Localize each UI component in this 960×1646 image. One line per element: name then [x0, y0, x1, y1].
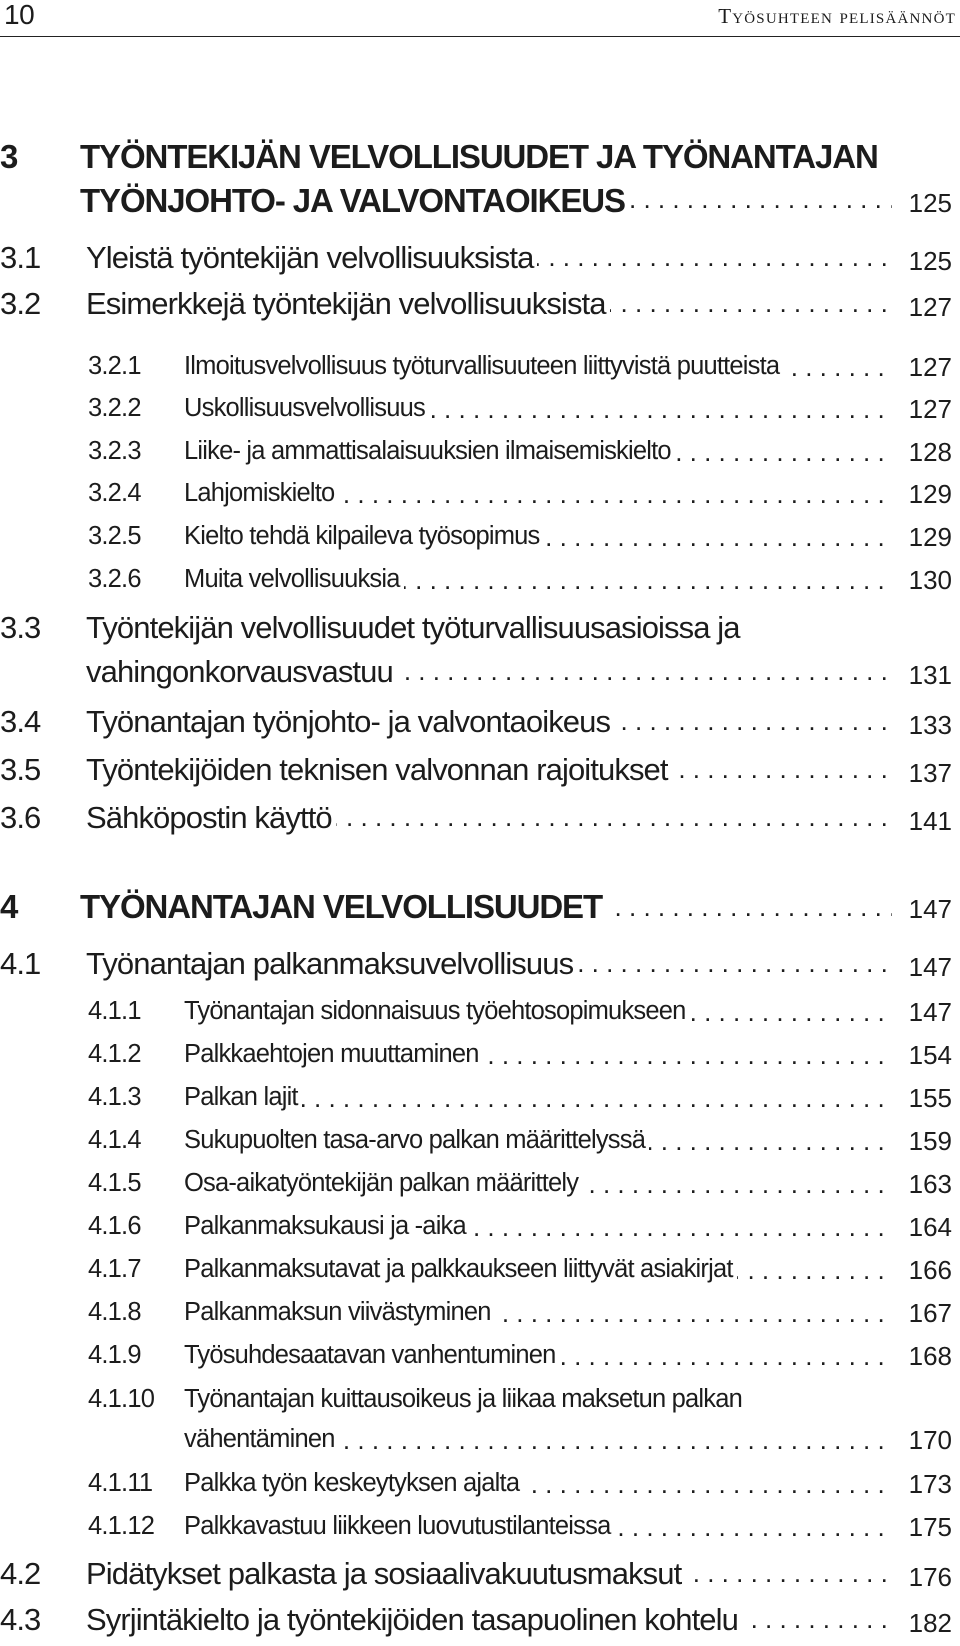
toc-entry-page: 168: [908, 1341, 952, 1371]
toc-entry-number: 4.1.10: [88, 1385, 155, 1413]
toc-entry-4-1-12[interactable]: [0, 1512, 960, 1548]
toc-entry-number: 3.2.3: [88, 437, 141, 465]
toc-entry-number: 4.1: [0, 946, 41, 981]
toc-entry-number: 4.1.6: [88, 1212, 141, 1240]
toc-entry-page: 163: [908, 1169, 952, 1199]
running-title: Työsuhteen pelisäännöt: [718, 4, 956, 28]
toc-entry-title: TYÖNJOHTO- JA VALVONTAOIKEUS . . .: [80, 182, 892, 220]
toc-entry-title: Ilmoitusvelvollisuus työturvallisuuteen liittyvistä puutteista . . .: [184, 352, 892, 388]
toc-entry-title: vahingonkorvausvastuu . . .: [86, 654, 892, 694]
toc-entry-3-2-2[interactable]: [0, 394, 960, 430]
toc-entry-page: 127: [908, 292, 952, 322]
toc-entry-title: Palkanmaksukausi ja -aika . . .: [184, 1212, 892, 1248]
toc-entry-page: 125: [908, 246, 952, 276]
toc-entry-page: 147: [908, 997, 952, 1027]
toc-entry-page: 164: [908, 1212, 952, 1242]
toc-entry-number: 3: [0, 138, 18, 175]
toc-entry-page: 127: [908, 394, 952, 424]
toc-entry-3-2-5[interactable]: [0, 522, 960, 558]
toc-entry-number: 4.1.1: [88, 997, 141, 1025]
toc-entry-4-1-5[interactable]: [0, 1169, 960, 1205]
toc-entry-title: Lahjomiskielto . . .: [184, 479, 892, 515]
toc-entry-4-1-6[interactable]: [0, 1212, 960, 1248]
toc-entry-page: 155: [908, 1083, 952, 1113]
toc-entry-number: 3.6: [0, 800, 41, 835]
toc-entry-number: 4.1.5: [88, 1169, 141, 1197]
toc-entry-4-1[interactable]: [0, 946, 960, 986]
toc-entry-4-1-2[interactable]: [0, 1040, 960, 1076]
toc-entry-title: Palkanmaksun viivästyminen . . .: [184, 1298, 892, 1334]
toc-entry-3-3[interactable]: [0, 610, 960, 694]
toc-entry-number: 3.2.5: [88, 522, 141, 550]
toc-entry-number: 3.2.4: [88, 479, 141, 507]
toc-entry-page: 141: [908, 806, 952, 836]
toc-entry-page: 130: [908, 565, 952, 595]
toc-entry-page: 167: [908, 1298, 952, 1328]
toc-entry-page: 129: [908, 479, 952, 509]
toc-entry-title: Muita velvollisuuksia . . .: [184, 565, 892, 601]
toc-entry-3-1[interactable]: [0, 240, 960, 280]
toc-entry-title: Sähköpostin käyttö . . .: [86, 800, 892, 840]
toc-entry-number: 4.1.12: [88, 1512, 155, 1540]
toc-entry-title: Syrjintäkielto ja työntekijöiden tasapuolinen kohtelu . . .: [86, 1602, 892, 1642]
toc-entry-4-1-8[interactable]: [0, 1298, 960, 1334]
toc-entry-page: 147: [908, 894, 952, 924]
toc-entry-3-4[interactable]: [0, 704, 960, 744]
toc-entry-page: 170: [908, 1425, 952, 1455]
toc-entry-3-2-6[interactable]: [0, 565, 960, 601]
toc-entry-title: TYÖNANTAJAN VELVOLLISUUDET . . .: [80, 888, 892, 930]
toc-entry-3-2-4[interactable]: [0, 479, 960, 515]
toc-entry-title: Työnantajan työnjohto- ja valvontaoikeus . . .: [86, 704, 892, 744]
toc-entry-page: 176: [908, 1562, 952, 1592]
toc-entry-title: Palkan lajit . . .: [184, 1083, 892, 1119]
toc-entry-page: 154: [908, 1040, 952, 1070]
toc-entry-page: 147: [908, 952, 952, 982]
page-header: [0, 0, 960, 37]
toc-entry-3-2-3[interactable]: [0, 437, 960, 473]
toc-entry-page: 182: [908, 1608, 952, 1638]
toc-entry-title: Palkka työn keskeytyksen ajalta . . .: [184, 1469, 892, 1505]
toc-entry-title: Uskollisuusvelvollisuus . . .: [184, 394, 892, 430]
page-number: 10: [4, 0, 35, 30]
toc-entry-number: 3.2.1: [88, 352, 141, 380]
toc-entry-title: Liike- ja ammattisalaisuuksien ilmaisemiskielto . . .: [184, 437, 892, 473]
toc-entry-number: 3.5: [0, 752, 41, 787]
toc-entry-title-line1: Työntekijän velvollisuudet työturvallisuusasioissa ja: [86, 610, 740, 645]
toc-entry-4-1-10[interactable]: [0, 1385, 960, 1465]
toc-entry-title-line1: Työnantajan kuittausoikeus ja liikaa maksetun palkan: [184, 1385, 743, 1413]
toc-entry-page: 175: [908, 1512, 952, 1542]
toc-entry-chapter-3[interactable]: [0, 138, 960, 228]
toc-entry-title: Palkanmaksutavat ja palkkaukseen liittyvät asiakirjat . . .: [184, 1255, 892, 1291]
toc-entry-title: Työntekijöiden teknisen valvonnan rajoitukset . . .: [86, 752, 892, 792]
toc-entry-title: Osa-aikatyöntekijän palkan määrittely . . .: [184, 1169, 892, 1205]
toc-entry-4-1-1[interactable]: [0, 997, 960, 1033]
toc-entry-title: Kielto tehdä kilpaileva työsopimus . . .: [184, 522, 892, 558]
toc-entry-4-1-9[interactable]: [0, 1341, 960, 1377]
toc-entry-number: 4: [0, 888, 18, 925]
toc-entry-4-1-3[interactable]: [0, 1083, 960, 1119]
toc-entry-title: Yleistä työntekijän velvollisuuksista . . .: [86, 240, 892, 280]
toc-entry-title: Sukupuolten tasa-arvo palkan määrittelyssä . . .: [184, 1126, 892, 1162]
toc-entry-4-1-11[interactable]: [0, 1469, 960, 1505]
toc-entry-page: 159: [908, 1126, 952, 1156]
toc-entry-number: 4.1.4: [88, 1126, 141, 1154]
toc-entry-page: 128: [908, 437, 952, 467]
toc-entry-4-2[interactable]: [0, 1556, 960, 1596]
toc-entry-number: 3.3: [0, 610, 41, 645]
toc-entry-title: Palkkaehtojen muuttaminen . . .: [184, 1040, 892, 1076]
toc-entry-3-5[interactable]: [0, 752, 960, 792]
toc-entry-page: 125: [908, 188, 952, 218]
toc-entry-title: Palkkavastuu liikkeen luovutustilanteissa . . .: [184, 1512, 892, 1548]
toc-entry-title-line1: TYÖNTEKIJÄN VELVOLLISUUDET JA TYÖNANTAJAN: [80, 138, 878, 175]
toc-entry-number: 4.1.8: [88, 1298, 141, 1326]
toc-entry-title: Esimerkkejä työntekijän velvollisuuksista . . .: [86, 286, 892, 326]
toc-entry-3-6[interactable]: [0, 800, 960, 840]
toc-entry-3-2[interactable]: [0, 286, 960, 326]
toc-entry-title: Työnantajan palkanmaksuvelvollisuus . . .: [86, 946, 892, 986]
toc-entry-number: 3.2.6: [88, 565, 141, 593]
toc-entry-4-1-7[interactable]: [0, 1255, 960, 1291]
toc-entry-3-2-1[interactable]: [0, 352, 960, 388]
toc-entry-number: 3.4: [0, 704, 41, 739]
toc-entry-4-3[interactable]: [0, 1602, 960, 1642]
toc-entry-number: 4.3: [0, 1602, 41, 1637]
toc-entry-number: 4.2: [0, 1556, 41, 1591]
toc-entry-page: 166: [908, 1255, 952, 1285]
toc-entry-chapter-4[interactable]: [0, 888, 960, 930]
toc-entry-number: 4.1.7: [88, 1255, 141, 1283]
toc-entry-page: 173: [908, 1469, 952, 1499]
toc-entry-page: 133: [908, 710, 952, 740]
toc-entry-number: 3.2.2: [88, 394, 141, 422]
toc-entry-number: 4.1.2: [88, 1040, 141, 1068]
toc-entry-page: 131: [908, 660, 952, 690]
toc-entry-4-1-4[interactable]: [0, 1126, 960, 1162]
toc-entry-number: 4.1.3: [88, 1083, 141, 1111]
toc-entry-page: 129: [908, 522, 952, 552]
toc-entry-number: 3.1: [0, 240, 41, 275]
toc-entry-number: 3.2: [0, 286, 41, 321]
toc-entry-number: 4.1.9: [88, 1341, 141, 1369]
toc-entry-title: Työsuhdesaatavan vanhentuminen . . .: [184, 1341, 892, 1377]
toc-entry-number: 4.1.11: [88, 1469, 153, 1497]
toc-entry-title: vähentäminen . . .: [184, 1425, 892, 1461]
toc-entry-title: Työnantajan sidonnaisuus työehtosopimukseen . . .: [184, 997, 892, 1033]
toc-entry-page: 127: [908, 352, 952, 382]
toc-entry-title: Pidätykset palkasta ja sosiaalivakuutusmaksut . . .: [86, 1556, 892, 1596]
toc-entry-page: 137: [908, 758, 952, 788]
